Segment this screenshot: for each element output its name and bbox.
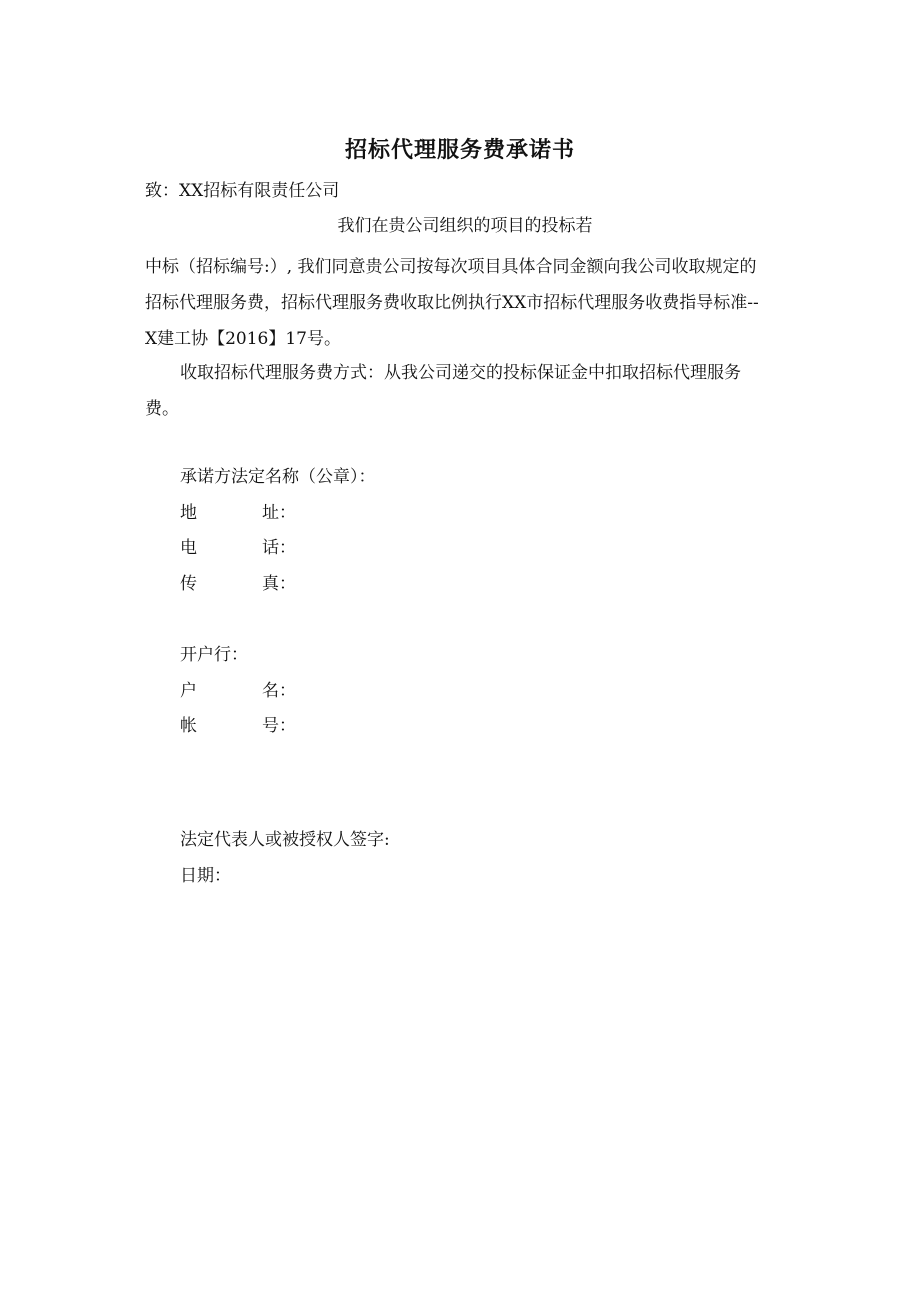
phone-label-char1: 电 bbox=[180, 538, 197, 558]
address-label-char2: 址： bbox=[262, 503, 296, 523]
promisor-name-label: 承诺方法定名称（公章）： bbox=[180, 467, 376, 487]
payment-method-paragraph bbox=[145, 355, 825, 427]
document-title: 招标代理服务费承诺书 bbox=[344, 138, 575, 163]
fax-label-char1: 传 bbox=[180, 574, 197, 594]
fax-label-char2: 真： bbox=[262, 574, 296, 594]
signer-label: 法定代表人或被授权人签字: bbox=[180, 830, 390, 850]
body-line-3: X建工协【2016】17号。 bbox=[145, 329, 341, 349]
body-line-1: 中标（招标编号:）, 我们同意贵公司按每次项目具体合同金额向我公司收取规定的 bbox=[145, 257, 757, 277]
date-label: 日期： bbox=[180, 866, 231, 886]
phone-label-char2: 话： bbox=[262, 538, 296, 558]
bank-label: 开户行： bbox=[180, 645, 248, 665]
intro-center-line: 我们在贵公司组织的项目的投标若 bbox=[337, 216, 593, 236]
account-number-label-char2: 号： bbox=[262, 716, 296, 736]
body-paragraph bbox=[145, 249, 825, 357]
addressee-line: 致：XX招标有限责任公司 bbox=[145, 181, 340, 201]
account-name-label-char1: 户 bbox=[180, 681, 197, 701]
account-name-label-char2: 名： bbox=[262, 681, 296, 701]
method-line-1: 收取招标代理服务费方式：从我公司递交的投标保证金中扣取招标代理服务 bbox=[180, 363, 741, 383]
address-label-char1: 地 bbox=[180, 503, 197, 523]
body-line-2: 招标代理服务费，招标代理服务费收取比例执行XX市招标代理服务收费指导标准-- bbox=[145, 293, 759, 313]
account-number-label-char1: 帐 bbox=[180, 716, 197, 736]
method-line-2: 费。 bbox=[145, 399, 179, 419]
